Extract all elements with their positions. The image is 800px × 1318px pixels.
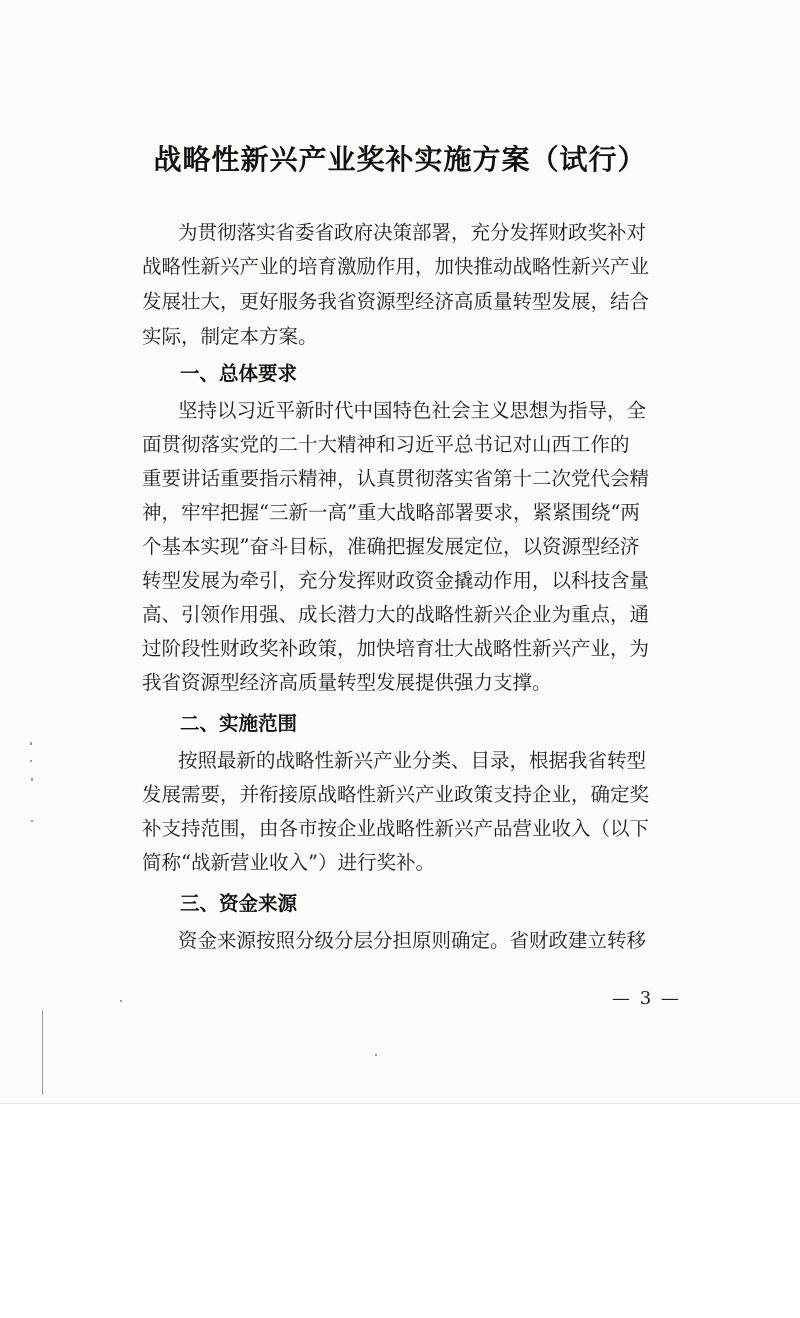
- section-line: 高、引领作用强、成长潜力大的战略性新兴企业为重点，通: [142, 603, 650, 626]
- section-line: 资金来源按照分级分层分担原则确定。省财政建立转移: [178, 929, 647, 952]
- preamble-line: 战略性新兴产业的培育激励作用，加快推动战略性新兴产业: [142, 255, 650, 278]
- section-line: 发展需要，并衔接原战略性新兴产业政策支持企业，确定奖: [142, 783, 650, 806]
- section-line: 按照最新的战略性新兴产业分类、目录，根据我省转型: [178, 749, 647, 772]
- section-line: 面贯彻落实党的二十大精神和习近平总书记对山西工作的: [142, 433, 630, 456]
- scan-speck: [30, 760, 32, 762]
- scan-speck: [31, 820, 33, 822]
- scan-edge-mark: [42, 1010, 43, 1095]
- section-heading: 一、总体要求: [180, 362, 298, 385]
- section-line: 神，牢牢把握“三新一高”重大战略部署要求，紧紧围绕“两: [142, 501, 640, 524]
- document-title: 战略性新兴产业奖补实施方案（试行）: [153, 143, 647, 176]
- scan-speck: [31, 778, 33, 781]
- scan-speck: [120, 1000, 122, 1002]
- section-heading: 二、实施范围: [180, 712, 298, 735]
- section-line: 转型发展为牵引，充分发挥财政资金撬动作用，以科技含量: [142, 569, 650, 592]
- scan-speck: [30, 742, 32, 745]
- preamble-line: 为贯彻落实省委省政府决策部署，充分发挥财政奖补对: [178, 221, 647, 244]
- section-line: 个基本实现”奋斗目标，准确把握发展定位，以资源型经济: [142, 535, 640, 558]
- section-line: 过阶段性财政奖补政策，加快培育壮大战略性新兴产业，为: [142, 637, 650, 660]
- scan-speck: [375, 1054, 377, 1056]
- preamble-line: 实际，制定本方案。: [142, 325, 318, 348]
- section-line: 简称“战新营业收入”）进行奖补。: [142, 851, 435, 874]
- section-line: 我省资源型经济高质量转型发展提供强力支撑。: [142, 671, 552, 694]
- section-line: 坚持以习近平新时代中国特色社会主义思想为指导，全: [178, 399, 647, 422]
- page-number: — 3 —: [612, 988, 681, 1009]
- preamble-line: 发展壮大，更好服务我省资源型经济高质量转型发展，结合: [142, 290, 650, 313]
- section-line: 补支持范围，由各市按企业战略性新兴产品营业收入（以下: [142, 817, 650, 840]
- section-line: 重要讲话重要指示精神，认真贯彻落实省第十二次党代会精: [142, 467, 650, 490]
- section-heading: 三、资金来源: [180, 892, 298, 915]
